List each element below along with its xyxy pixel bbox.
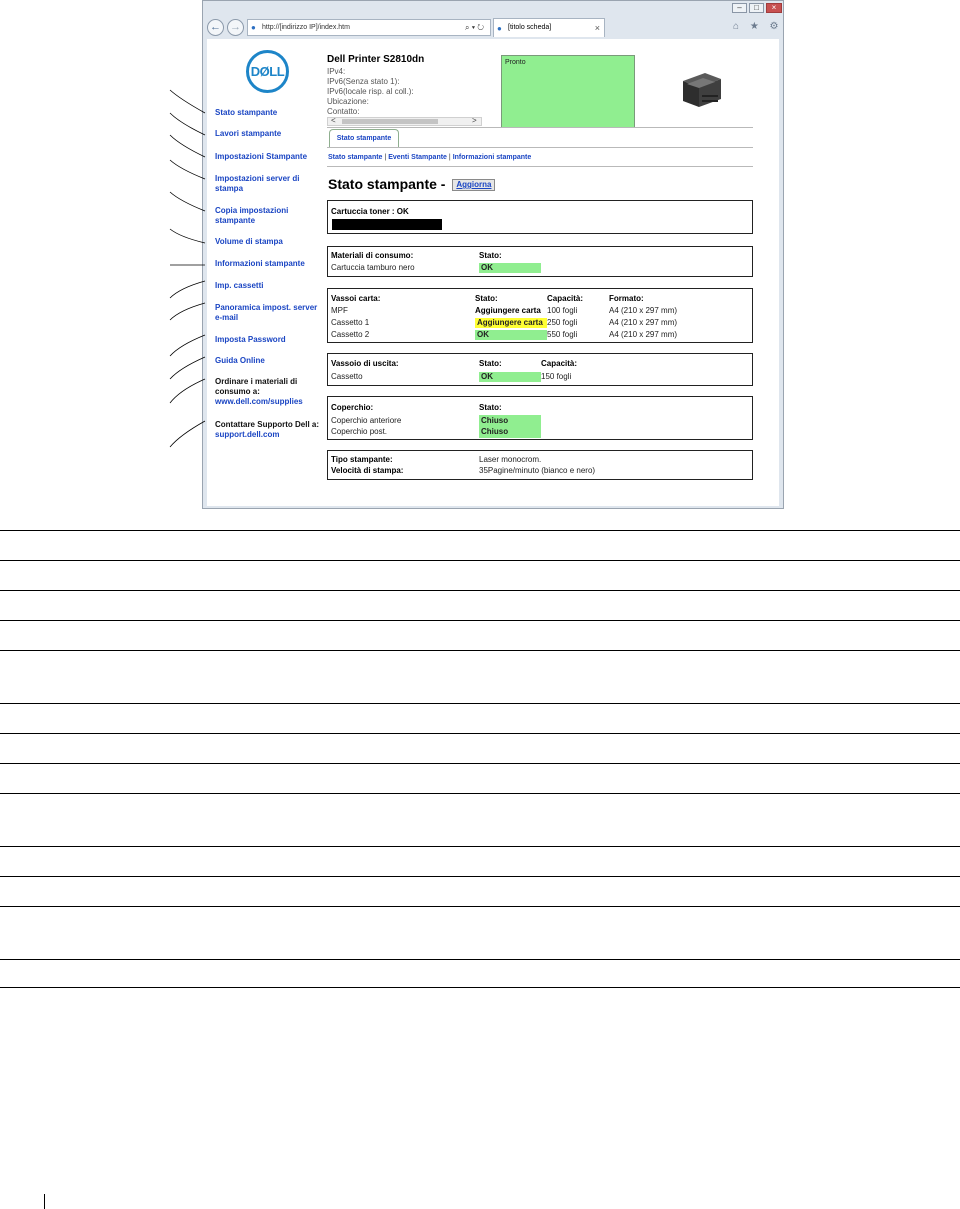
browser-tab[interactable] bbox=[493, 18, 605, 37]
table-row bbox=[0, 846, 960, 876]
table-row bbox=[0, 560, 960, 590]
callout-line bbox=[170, 192, 205, 211]
output-tray-capacity: 150 fogli bbox=[541, 372, 572, 381]
table-row bbox=[0, 620, 960, 650]
menu-impostazioni-server[interactable]: Impostazioni server di stampa bbox=[215, 174, 300, 193]
sublink-separator: | bbox=[384, 154, 387, 161]
reference-table bbox=[0, 530, 960, 988]
tray-capacity: 550 fogli bbox=[547, 330, 578, 339]
table-row bbox=[0, 763, 960, 793]
menu-panoramica-email[interactable]: Panoramica impost. server e-mail bbox=[215, 303, 318, 322]
output-tray-status: OK bbox=[479, 372, 541, 382]
trays-status-header: Stato: bbox=[475, 294, 498, 303]
table-row bbox=[0, 650, 960, 703]
browser-toolbar bbox=[203, 15, 783, 39]
contact-support-label: Contattare Supporto Dell a: bbox=[215, 420, 320, 429]
menu-copia-impostazioni[interactable]: Copia impostazioni stampante bbox=[215, 206, 289, 225]
tray-capacity: 100 fogli bbox=[547, 306, 578, 315]
printer-type-value: Laser monocrom. bbox=[479, 455, 542, 464]
consumables-header: Materiali di consumo: bbox=[331, 251, 414, 260]
info-ipv6-stateless: IPv6(Senza stato 1): bbox=[327, 77, 400, 86]
covers-header: Coperchio: bbox=[331, 403, 374, 412]
drum-cartridge-status: OK bbox=[479, 263, 541, 273]
home-favorites-settings-icons[interactable]: ⌂ ★ ⚙ bbox=[733, 21, 783, 32]
output-header: Vassoio di uscita: bbox=[331, 359, 399, 368]
covers-status-header: Stato: bbox=[479, 403, 502, 412]
dell-logo: DØLL bbox=[246, 50, 289, 93]
scroll-left-arrow[interactable]: < bbox=[331, 116, 336, 125]
info-ipv4: IPv4: bbox=[327, 67, 346, 76]
table-row bbox=[0, 906, 960, 959]
address-text: http://[indirizzo IP]/index.htm bbox=[262, 24, 350, 31]
sublink-separator: | bbox=[448, 154, 451, 161]
page-viewport bbox=[207, 39, 779, 506]
tray-format: A4 (210 x 297 mm) bbox=[609, 306, 678, 315]
output-tray-name: Cassetto bbox=[331, 372, 363, 381]
print-speed-value: 35Pagine/minuto (bianco e nero) bbox=[479, 466, 596, 475]
cover-status: Chiuso bbox=[479, 415, 541, 427]
callout-line bbox=[170, 135, 205, 157]
printer-status-panel bbox=[501, 55, 635, 128]
title-bar bbox=[203, 1, 783, 15]
menu-imp-cassetti[interactable]: Imp. cassetti bbox=[215, 281, 264, 290]
scroll-right-arrow[interactable]: > bbox=[472, 116, 477, 125]
callout-line bbox=[170, 421, 205, 447]
back-button[interactable]: ← bbox=[207, 19, 224, 36]
header-divider bbox=[327, 127, 753, 128]
menu-guida-online[interactable]: Guida Online bbox=[215, 356, 265, 365]
sub-navigation bbox=[328, 154, 531, 161]
tray-format: A4 (210 x 297 mm) bbox=[609, 318, 678, 327]
menu-informazioni-stampante[interactable]: Informazioni stampante bbox=[215, 259, 305, 268]
printer-type-box bbox=[327, 450, 753, 480]
info-contact: Contatto: bbox=[327, 107, 360, 116]
forward-button[interactable]: → bbox=[227, 19, 244, 36]
cover-name: Coperchio anteriore bbox=[331, 416, 402, 425]
tab-page-icon: ● bbox=[497, 24, 502, 33]
callout-line bbox=[170, 113, 205, 135]
close-window-button[interactable]: × bbox=[766, 3, 782, 13]
table-row bbox=[0, 876, 960, 906]
tray-status: OK bbox=[475, 330, 547, 340]
drum-cartridge-name: Cartuccia tamburo nero bbox=[331, 263, 415, 272]
table-row bbox=[0, 530, 960, 560]
minimize-button[interactable]: – bbox=[732, 3, 747, 13]
output-tray-box bbox=[327, 353, 753, 386]
table-row bbox=[0, 703, 960, 733]
status-text: Pronto bbox=[505, 59, 526, 66]
printer-type-label: Tipo stampante: bbox=[331, 455, 393, 464]
menu-lavori-stampante[interactable]: Lavori stampante bbox=[215, 129, 282, 138]
order-supplies-link[interactable]: www.dell.com/supplies bbox=[215, 397, 303, 406]
table-row bbox=[0, 590, 960, 620]
table-row bbox=[0, 959, 960, 988]
sublink-eventi-stampante[interactable]: Eventi Stampante bbox=[388, 154, 447, 161]
scroll-thumb[interactable] bbox=[342, 119, 438, 124]
paper-trays-box bbox=[327, 288, 753, 343]
cover-status: Chiuso bbox=[479, 427, 541, 438]
info-location: Ubicazione: bbox=[327, 97, 369, 106]
info-ipv6-link-local: IPv6(locale risp. al coll.): bbox=[327, 87, 414, 96]
callout-line bbox=[170, 229, 205, 243]
menu-imposta-password[interactable]: Imposta Password bbox=[215, 335, 286, 344]
callout-line bbox=[170, 281, 205, 298]
tab-stato-stampante[interactable]: Stato stampante bbox=[329, 129, 399, 148]
horizontal-scrollbar[interactable] bbox=[327, 117, 482, 126]
maximize-button[interactable]: □ bbox=[749, 3, 764, 13]
sublinks-divider bbox=[327, 166, 753, 167]
toner-label: Cartuccia toner : OK bbox=[331, 207, 409, 216]
address-bar[interactable] bbox=[247, 19, 491, 36]
tab-divider bbox=[327, 147, 753, 148]
ie-page-icon: ● bbox=[251, 23, 256, 32]
tray-name: MPF bbox=[331, 306, 348, 315]
covers-box bbox=[327, 396, 753, 440]
table-row bbox=[0, 733, 960, 763]
tray-name: Cassetto 2 bbox=[331, 330, 370, 339]
order-supplies-label: Ordinare i materiali di consumo a: bbox=[215, 377, 298, 396]
callout-line bbox=[170, 303, 205, 320]
tray-capacity: 250 fogli bbox=[547, 318, 578, 327]
output-capacity-header: Capacità: bbox=[541, 359, 578, 368]
callout-line bbox=[170, 90, 205, 113]
sublink-stato-stampante[interactable]: Stato stampante bbox=[328, 154, 383, 161]
table-row bbox=[0, 793, 960, 846]
browser-window bbox=[202, 0, 784, 509]
trays-capacity-header: Capacità: bbox=[547, 294, 584, 303]
callout-line bbox=[170, 335, 205, 356]
trays-header: Vassoi carta: bbox=[331, 294, 381, 303]
toner-level-bar bbox=[332, 219, 442, 230]
cover-name: Coperchio post. bbox=[331, 427, 388, 436]
output-status-header: Stato: bbox=[479, 359, 502, 368]
tray-name: Cassetto 1 bbox=[331, 318, 370, 327]
toner-box bbox=[327, 200, 753, 234]
print-speed-label: Velocità di stampa: bbox=[331, 466, 404, 475]
tray-status: Aggiungere carta bbox=[475, 306, 541, 315]
tab-title: [titolo scheda] bbox=[508, 24, 552, 31]
printer-image bbox=[677, 67, 725, 113]
callout-lines bbox=[160, 85, 215, 455]
callout-line bbox=[170, 160, 205, 179]
menu-impostazioni-stampante[interactable]: Impostazioni Stampante bbox=[215, 152, 308, 161]
callout-line bbox=[170, 357, 205, 379]
page-footer-marker bbox=[44, 1194, 45, 1209]
contact-support-link[interactable]: support.dell.com bbox=[215, 430, 280, 439]
consumables-status-header: Stato: bbox=[479, 251, 502, 260]
page-title-text: Stato stampante - bbox=[328, 176, 446, 192]
printer-name: Dell Printer S2810dn bbox=[327, 54, 425, 65]
menu-volume-stampa[interactable]: Volume di stampa bbox=[215, 237, 283, 246]
trays-format-header: Formato: bbox=[609, 294, 644, 303]
consumables-box bbox=[327, 246, 753, 277]
sublink-informazioni-stampante[interactable]: Informazioni stampante bbox=[452, 154, 532, 161]
page-title bbox=[328, 176, 495, 192]
tab-close-icon[interactable]: × bbox=[594, 23, 600, 33]
tray-status: Aggiungere carta bbox=[475, 318, 547, 328]
printer-info bbox=[327, 54, 492, 117]
callout-line bbox=[170, 379, 205, 403]
menu-stato-stampante[interactable]: Stato stampante bbox=[215, 108, 278, 117]
address-tools[interactable]: ⌕ ▾ ↻ bbox=[465, 23, 485, 32]
order-supplies bbox=[215, 377, 319, 407]
tray-format: A4 (210 x 297 mm) bbox=[609, 330, 678, 339]
refresh-button[interactable]: Aggiorna bbox=[452, 179, 495, 191]
contact-support bbox=[215, 420, 319, 440]
